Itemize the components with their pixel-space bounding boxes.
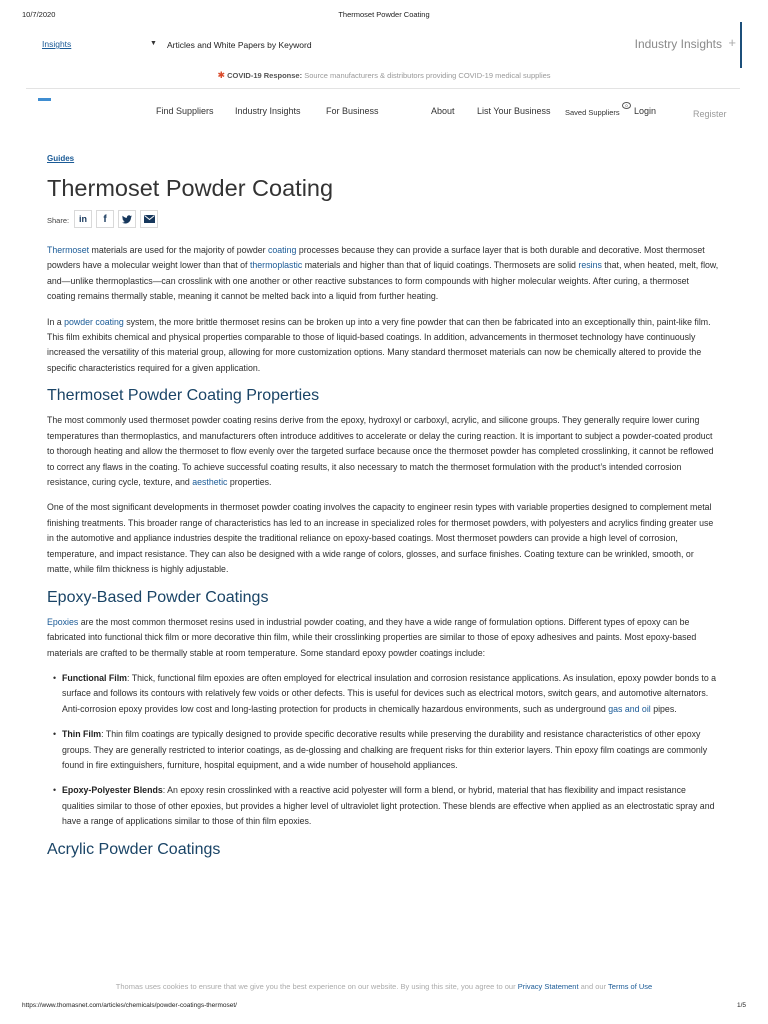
- nav-industry-insights[interactable]: Industry Insights: [235, 106, 301, 116]
- topbar: [30, 28, 742, 66]
- nav-for-business[interactable]: For Business: [326, 106, 379, 116]
- topbar-divider: [740, 22, 742, 68]
- paragraph-powder-system: In a powder coating system, the more brittle thermoset resins can be broken up into a very fine powder that can then be fabricated into an exceptionally thin, paint-like film. This film exhibits chemical and physical properties comparable to those of liquid-based coatings. In addition, advancements in thermoset technology have continuously increased the versatility of this material group, allowing for more customization options. Many standard thermoset materials can now be chemically altered to provide the specific characteristics required for a given application.: [47, 316, 711, 373]
- paragraph-intro: Thermoset materials are used for the majority of powder coating processes because they can provide a surface layer that is both durable and decorative. Most thermoset powders have a molecular weight lower than that of thermoplastic materials and higher than that of liquid coatings. Thermosets are solid resins that, when heated, melt, flow, and—unlike thermoplastics—can crosslink with one another or other reactive substances to form compounds with higher molecular weights. After curing, a thermoset coating remains thermally stable, meaning it cannot be melted back into a liquid from further heating.: [47, 245, 719, 302]
- heading-properties: Thermoset Powder Coating Properties: [47, 387, 320, 405]
- print-date: 10/7/2020: [22, 10, 56, 19]
- link-thermoplastic[interactable]: thermoplastic: [249, 260, 303, 271]
- covid-banner[interactable]: [0, 70, 768, 81]
- linkedin-icon[interactable]: in: [74, 210, 92, 228]
- nav-about[interactable]: About: [431, 106, 455, 116]
- nav-saved-suppliers[interactable]: Saved Suppliers: [565, 108, 620, 117]
- link-powder-coating[interactable]: powder coating: [64, 316, 127, 327]
- share-label: Share:: [47, 216, 70, 226]
- email-icon[interactable]: [140, 210, 158, 228]
- chevron-down-icon[interactable]: ▼: [150, 40, 157, 47]
- page-number: 1/5: [736, 1002, 746, 1009]
- virus-icon: ✱: [217, 70, 225, 80]
- nav-divider: [26, 88, 740, 89]
- privacy-statement-link[interactable]: Privacy Statement: [517, 982, 579, 991]
- list-item: • Functional Film: Thick, functional film epoxies are often employed for electrical insulation and corrosion resistance applications. As insulation, epoxy powder bonds to a surface and follows its contours with relatively few voids or other defects. This is useful for devices such as electrical motors, switch gears, and automotive alternators. Anti-corrosion epoxy provides low cost and long-lasting protection for products in chemically hazardous environments, such as underground gas and oil pipes.: [53, 671, 719, 717]
- heading-acrylic: Acrylic Powder Coatings: [47, 840, 221, 858]
- link-coating[interactable]: coating: [268, 245, 297, 256]
- heading-epoxy: Epoxy-Based Powder Coatings: [47, 588, 269, 606]
- list-item: • Epoxy-Polyester Blends: An epoxy resin crosslinked with a reactive acid polyester will form a blend, or hybrid, material that has flexibility and impact resistance qualities similar to those of other epoxies, but provides a higher level of ultraviolet light protection. These blends are effective when applied as an electrostatic spray and have a range of applications similar to those of thin film epoxies.: [53, 783, 719, 829]
- epoxy-list: [53, 671, 719, 830]
- twitter-icon[interactable]: [118, 210, 136, 228]
- saved-count-badge: 0: [622, 102, 631, 109]
- page-title: Thermoset Powder Coating: [47, 175, 334, 201]
- cookie-notice: Thomas uses cookies to ensure that we give you the best experience on our website. By using this site, you agree to our Privacy Statement and our Terms of Use: [115, 982, 653, 991]
- print-footer: [22, 1002, 746, 1009]
- nav-login[interactable]: Login: [634, 106, 657, 116]
- link-gas-and-oil[interactable]: gas and oil: [608, 703, 651, 714]
- plus-icon[interactable]: +: [728, 35, 736, 50]
- link-epoxies[interactable]: Epoxies: [47, 616, 79, 627]
- covid-text: Source manufacturers & distributors providing COVID-19 medical supplies: [302, 71, 551, 80]
- paragraph-epoxies: Epoxies are the most common thermoset resins used in industrial powder coating, and they have a wide range of formulation options. Different types of epoxy can be fabricated into functional thick film or more decorative thin film, while their crosslinking properties are similar to those of epoxy adhesives and paints. Most epoxy-based materials are crafted to be thermally stable at room temperature. Some standard epoxy powder coatings include:: [47, 616, 697, 658]
- main-content: [47, 148, 719, 867]
- nav-list-business[interactable]: List Your Business: [477, 106, 551, 116]
- nav-find-suppliers[interactable]: Find Suppliers: [156, 106, 214, 116]
- link-thermoset[interactable]: Thermoset: [47, 245, 90, 256]
- share-bar: [47, 210, 719, 228]
- keyword-search-label[interactable]: Articles and White Papers by Keyword: [167, 40, 312, 50]
- nav-register[interactable]: Register: [693, 109, 727, 119]
- print-header: [22, 10, 746, 22]
- paragraph-properties: The most commonly used thermoset powder coating resins derive from the epoxy, hydroxyl or carboxyl, acrylic, and silicone groups. They generally require lower curing temperatures than thermoplastics, and manufacturers often introduce additives to accelerate or delay the curing reaction. It is important to subject a powder-coated product to thorough heating and allow the thermoset to flow evenly over the targeted surface because once the thermoset powder has completed crosslinking, it cannot be reflowed to correct any flaws in the coating. To achieve successful coating results, it also necessary to match the thermoset formulation with the product’s intended corrosion resistance, curing cycle, texture, and aesthetic properties.: [47, 415, 714, 488]
- link-aesthetic[interactable]: aesthetic: [192, 477, 228, 488]
- category-select[interactable]: Insights: [42, 39, 72, 49]
- terms-of-use-link[interactable]: Terms of Use: [608, 982, 653, 991]
- article-body: [47, 243, 719, 859]
- print-title: Thermoset Powder Coating: [338, 10, 430, 19]
- menu-icon[interactable]: [38, 98, 51, 101]
- industry-insights-heading: Industry Insights: [634, 37, 722, 51]
- print-url: https://www.thomasnet.com/articles/chemicals/powder-coatings-thermoset/: [22, 1002, 237, 1009]
- facebook-icon[interactable]: f: [96, 210, 114, 228]
- paragraph-developments: One of the most significant developments in thermoset powder coating involves the capacity to engineer resin types with variable properties designed to complement metal finishing treatments. This broader range of characteristics has led to an increase in specialized roles for thermoset powders, with polyesters and acrylics finding greater use in the automotive and appliance industries despite the traditional reliance on epoxy-based coatings. Most thermoset powders can provide a high level of corrosion, temperature, and impact resistance. They can also be designed with a wide range of colors, glosses, and surface finishes. Coating texture can be wrinkled, smooth, or matte, while film thickness is highly adjustable.: [47, 502, 714, 575]
- breadcrumb-guides[interactable]: Guides: [47, 154, 75, 163]
- covid-label: COVID-19 Response:: [227, 71, 303, 80]
- list-item: • Thin Film: Thin film coatings are typically designed to provide specific decorative results while preserving the durability and resistance characteristics of other epoxy groups. They are generally restricted to interior coatings, as de-glossing and chalking are frequent risks for thin exterior layers. Thin epoxy film coatings are commonly found in fire extinguishers, furniture, hospital equipment, and a wide number of household appliances.: [53, 727, 719, 773]
- link-resins[interactable]: resins: [578, 260, 602, 271]
- main-nav: [0, 103, 768, 120]
